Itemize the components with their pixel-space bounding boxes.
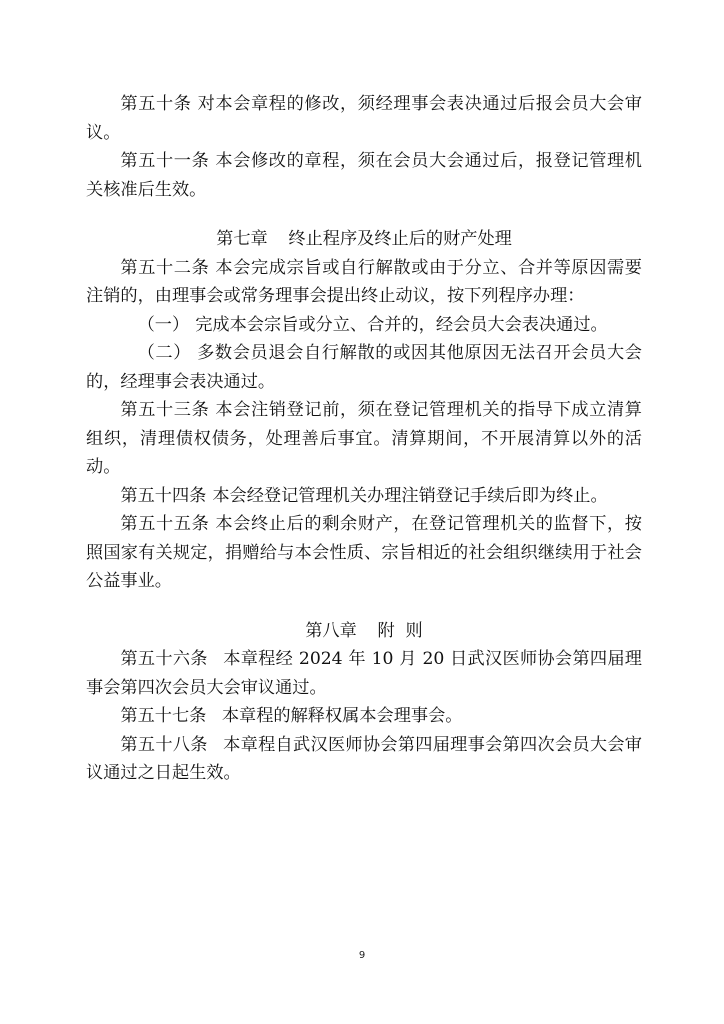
article-text: 本会完成宗旨或自行解散或由于分立、合并等原因需要注销的，由理事会或常务理事会提出终止动议，按下列程序办理： (86, 257, 642, 306)
sub-item-label: （二） (137, 343, 192, 363)
section-gap (86, 596, 642, 617)
article-text: 本会终止后的剩余财产，在登记管理机关的监督下，按照国家有关规定，捐赠给与本会性质、宗旨相近的社会组织继续用于社会公益事业。 (86, 514, 642, 591)
article-text: 本会注销登记前，须在登记管理机关的指导下成立清算组织，清理债权债务，处理善后事宜。清算期间，不开展清算以外的活动。 (86, 400, 642, 477)
article-paragraph (86, 731, 642, 788)
article-paragraph (86, 482, 642, 511)
article-text: 对本会章程的修改，须经理事会表决通过后报会员大会审议。 (86, 94, 642, 143)
article-label: 第五十四条 (120, 485, 207, 506)
page-number: 9 (358, 950, 366, 961)
article-label: 第五十五条 (120, 514, 210, 534)
chapter-heading (86, 225, 642, 254)
sub-item-text: 多数会员退会自行解散的或因其他原因无法召开会员大会的，经理事会表决通过。 (86, 343, 642, 392)
article-paragraph (86, 396, 642, 482)
article-label: 第五十三条 (120, 400, 210, 420)
article-label: 第五十一条 (120, 151, 210, 171)
article-paragraph (86, 510, 642, 596)
sub-item (86, 339, 642, 396)
article-paragraph (86, 254, 642, 311)
sub-item (86, 311, 642, 340)
article-paragraph (86, 645, 642, 702)
article-text: 本章程经 2024 年 10 月 20 日武汉医师协会第四届理事会第四次会员大会审议通过。 (86, 649, 642, 698)
article-paragraph (86, 702, 642, 731)
article-label: 第五十六条 (120, 649, 208, 669)
sub-item-text: 完成本会宗旨或分立、合并的，经会员大会表决通过。 (195, 314, 608, 335)
chapter-title: 终止程序及终止后的财产处理 (288, 229, 512, 249)
article-label: 第五十七条 (120, 706, 207, 726)
chapter-heading (86, 617, 642, 646)
section-gap (86, 204, 642, 225)
article-text: 本章程自武汉医师协会第四届理事会第四次会员大会审议通过之日起生效。 (86, 734, 642, 783)
chapter-number: 第八章 (305, 620, 357, 641)
chapter-number: 第七章 (216, 229, 268, 249)
article-text: 本会经登记管理机关办理注销登记手续后即为终止。 (212, 485, 608, 506)
document-body (86, 90, 642, 788)
article-paragraph (86, 147, 642, 204)
article-label: 第五十二条 (120, 257, 210, 278)
chapter-title: 附 则 (377, 620, 423, 641)
article-label: 第五十条 (120, 94, 192, 114)
article-text: 本会修改的章程，须在会员大会通过后，报登记管理机关核准后生效。 (86, 151, 642, 200)
article-label: 第五十八条 (120, 734, 208, 755)
article-text: 本章程的解释权属本会理事会。 (221, 706, 463, 726)
sub-item-label: （一） (137, 314, 190, 335)
article-paragraph (86, 90, 642, 147)
